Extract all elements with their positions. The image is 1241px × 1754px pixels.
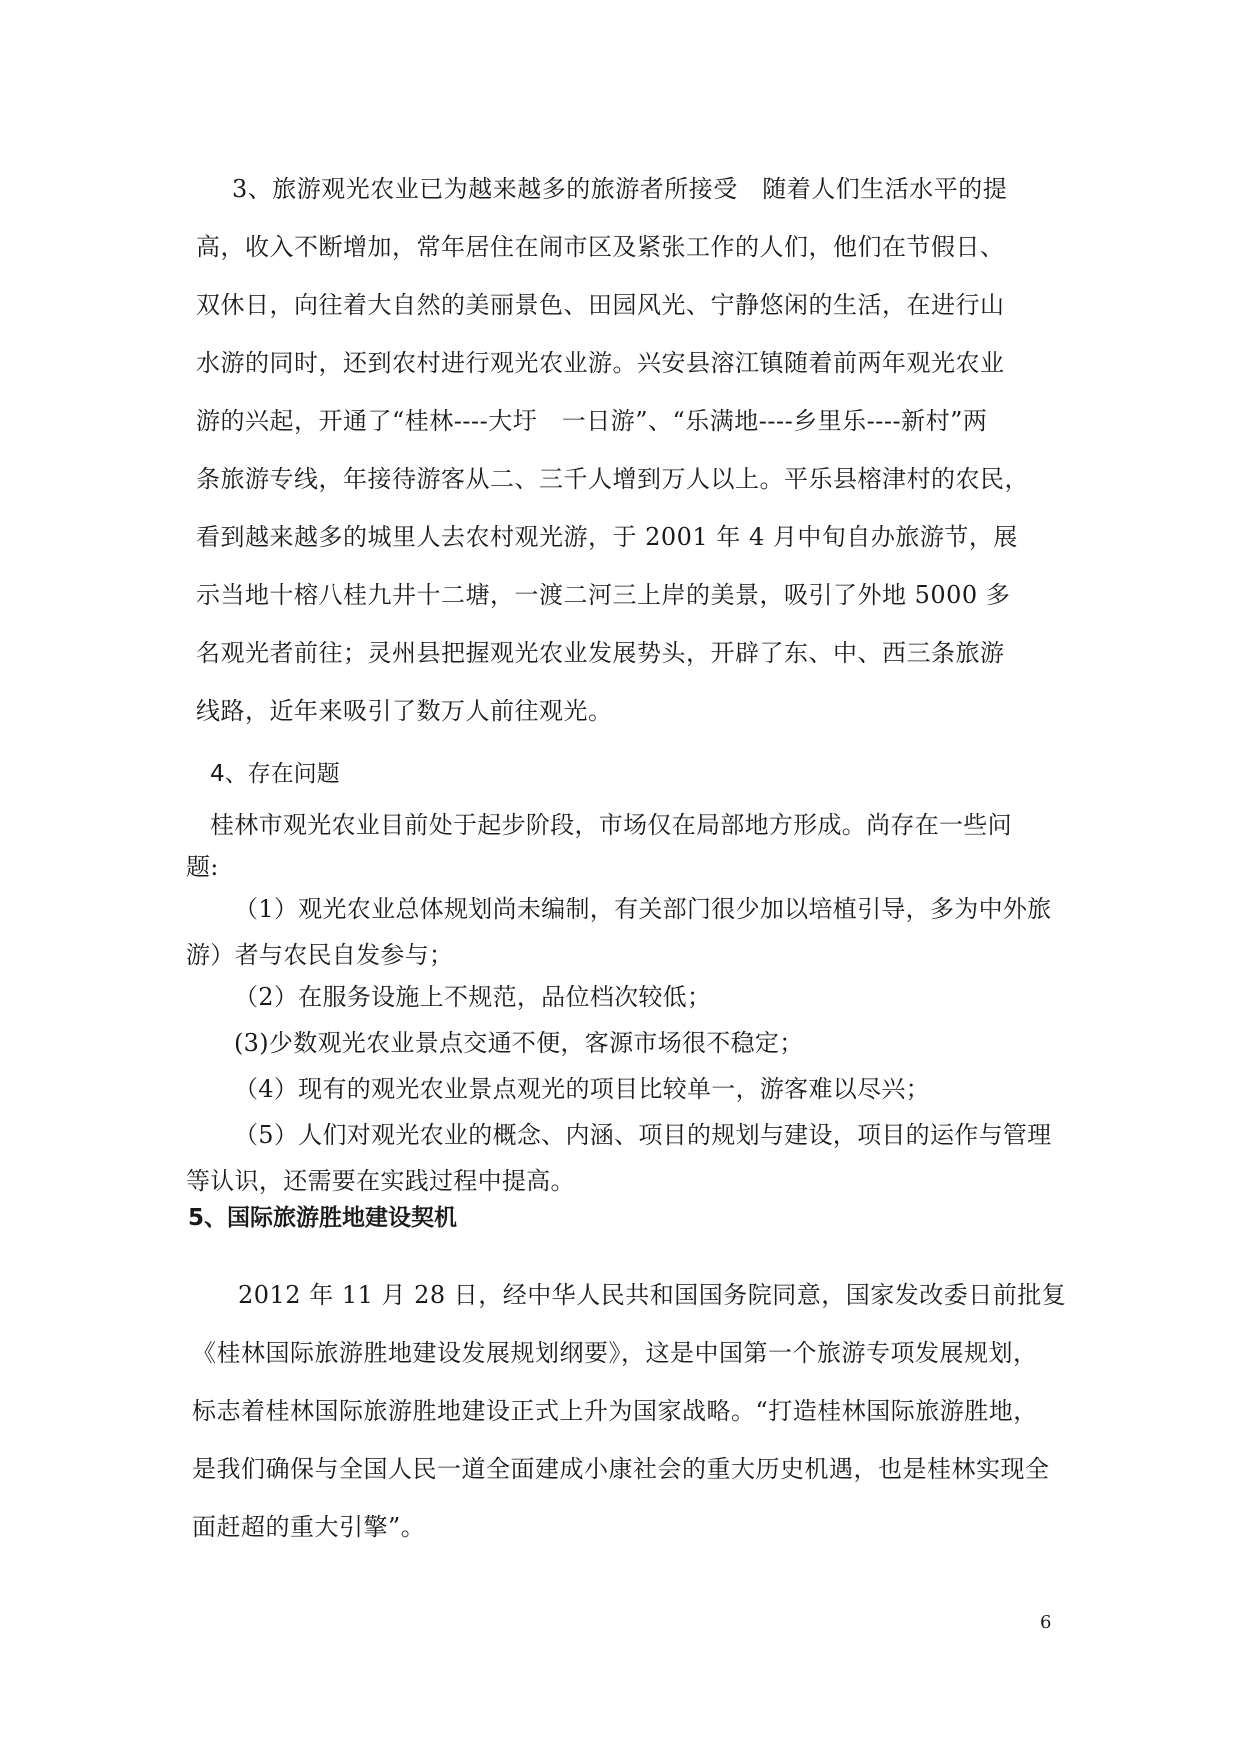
problem-item-5: （5）人们对观光农业的概念、内涵、项目的规划与建设，项目的运作与管理 — [234, 1121, 1052, 1149]
paragraph-line: 高，收入不断增加，常年居住在闹市区及紧张工作的人们，他们在节假日、 — [196, 233, 1005, 261]
paragraph-line: 水游的同时，还到农村进行观光农业游。兴安县溶江镇随着前两年观光农业 — [196, 349, 1005, 377]
paragraph-line: 3、旅游观光农业已为越来越多的旅游者所接受 随着人们生活水平的提 — [232, 175, 1008, 203]
page-number: 6 — [1040, 1612, 1052, 1633]
section-5-paragraph — [192, 1266, 1067, 1556]
problem-item-1-continued: 游）者与农民自发参与； — [186, 941, 454, 969]
problem-item-5-continued: 等认识，还需要在实践过程中提高。 — [186, 1167, 575, 1195]
section-4-body — [186, 804, 1066, 1202]
paragraph-line: 名观光者前往；灵州县把握观光农业发展势头，开辟了东、中、西三条旅游 — [196, 639, 1005, 667]
paragraph-line: 游的兴起，开通了“桂林----大圩 一日游”、“乐满地----乡里乐----新村”两 — [196, 407, 988, 435]
paragraph-line: 看到越来越多的城里人去农村观光游，于 2001 年 4 月中旬自办旅游节，展 — [196, 523, 1018, 551]
paragraph-line: 示当地十榕八桂九井十二塘，一渡二河三上岸的美景，吸引了外地 5000 多 — [196, 581, 1011, 609]
paragraph-line: 《桂林国际旅游胜地建设发展规划纲要》，这是中国第一个旅游专项发展规划， — [192, 1339, 1038, 1367]
problem-item-1: （1）观光农业总体规划尚未编制，有关部门很少加以培植引导，多为中外旅 — [234, 895, 1052, 923]
problem-item-3: (3)少数观光农业景点交通不便，客源市场很不稳定； — [234, 1029, 804, 1057]
problem-item-2: （2）在服务设施上不规范，品位档次较低； — [234, 983, 712, 1011]
section-5-heading: 5、国际旅游胜地建设契机 — [188, 1205, 458, 1231]
paragraph-line: 标志着桂林国际旅游胜地建设正式上升为国家战略。“打造桂林国际旅游胜地， — [192, 1397, 1038, 1425]
paragraph-line: 双休日，向往着大自然的美丽景色、田园风光、宁静悠闲的生活，在进行山 — [196, 291, 1005, 319]
paragraph-line: 条旅游专线，年接待游客从二、三千人增到万人以上。平乐县榕津村的农民， — [196, 465, 1029, 493]
paragraph-line: 线路，近年来吸引了数万人前往观光。 — [196, 697, 613, 725]
section-4-heading: 4、存在问题 — [210, 761, 340, 787]
problem-item-4: （4）现有的观光农业景点观光的项目比较单一，游客难以尽兴； — [234, 1075, 930, 1103]
paragraph-line: 面赶超的重大引擎”。 — [192, 1513, 426, 1541]
section-3-paragraph — [196, 160, 1058, 740]
paragraph-line: 2012 年 11 月 28 日，经中华人民共和国国务院同意，国家发改委日前批复 — [238, 1281, 1067, 1309]
intro-line: 题: — [186, 853, 219, 881]
paragraph-line: 是我们确保与全国人民一道全面建成小康社会的重大历史机遇，也是桂林实现全 — [192, 1455, 1050, 1483]
intro-line: 桂林市观光农业目前处于起步阶段，市场仅在局部地方形成。尚存在一些问 — [210, 811, 1012, 839]
